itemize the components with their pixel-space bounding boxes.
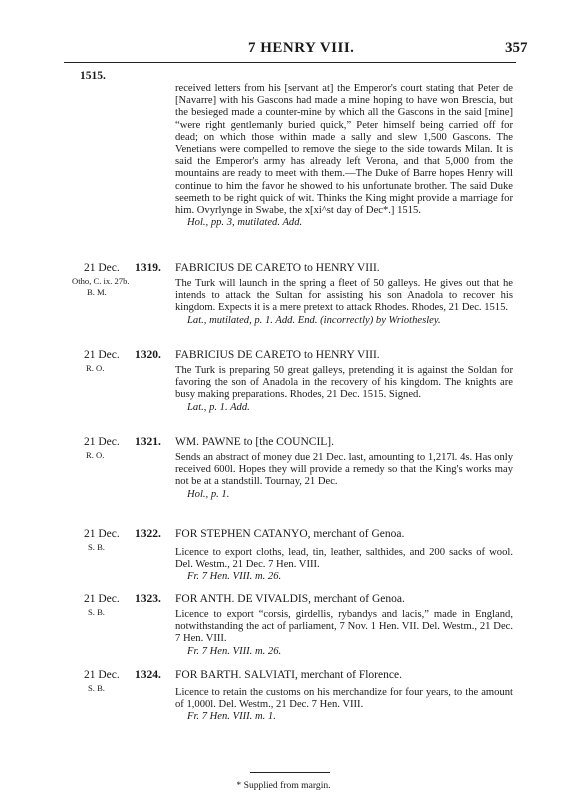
entry-text: The Turk is preparing 50 great galleys, pretending it is against the Soldan for favoring the son of Anadola in the recovery of his kingdom. The knights are busy making preparations. Rhodes, 21 Dec. 1515. Signed.: [175, 365, 513, 401]
footnote-rule: [250, 772, 330, 773]
entry-body: [175, 609, 513, 658]
year-label: 1515.: [80, 70, 106, 82]
running-title: 7 HENRY VIII.: [248, 40, 355, 56]
footnote: * Supplied from margin.: [236, 780, 331, 791]
entry-body: [175, 278, 513, 327]
entry-heading: FOR BARTH. SALVIATI, merchant of Florence.: [175, 669, 402, 681]
entry-citation: Hol., p. 1.: [187, 488, 230, 500]
entry-source: B. M.: [87, 287, 107, 297]
page-number: 357: [505, 40, 528, 56]
entry-source: S. B.: [88, 607, 105, 617]
entry-heading: FABRICIUS DE CARETO to HENRY VIII.: [175, 262, 380, 274]
entry-number: 1324.: [135, 669, 161, 681]
header-rule: [64, 62, 516, 63]
entry-citation: Fr. 7 Hen. VIII. m. 26.: [187, 645, 282, 657]
entry-text: Licence to export “corsis, girdellis, rybandys and lacis,” made in England, notwithstanding the act of parliament, 7 Nov. 1 Hen. VII. Del. Westm., 21 Dec. 7 Hen. VIII.: [175, 609, 513, 645]
running-header: [0, 40, 567, 62]
entry-citation: Fr. 7 Hen. VIII. m. 1.: [187, 711, 276, 723]
entry-source: R. O.: [86, 363, 105, 373]
entry-heading: FOR ANTH. DE VIVALDIS, merchant of Genoa.: [175, 593, 405, 605]
entry-source: Otho, C. ix. 27b.: [72, 276, 130, 286]
entry-number: 1322.: [135, 528, 161, 540]
entry-date: 21 Dec.: [84, 436, 120, 448]
entry-date: 21 Dec.: [84, 528, 120, 540]
entry-date: 21 Dec.: [84, 262, 120, 274]
entry-text: Licence to export cloths, lead, tin, leather, salthides, and 200 sacks of wool. Del. Westm., 21 Dec. 7 Hen. VIII.: [175, 547, 513, 571]
entry-date: 21 Dec.: [84, 593, 120, 605]
entry-source: S. B.: [88, 683, 105, 693]
continued-entry: [175, 83, 513, 229]
entry-citation: Hol., pp. 3, mutilated. Add.: [187, 217, 303, 229]
entry-text: received letters from his [servant at] the Emperor's court stating that Peter de [Navarre] with his Gascons had made a mine hoping to have won Brescia, but the besieged made a counter-mine by which all the Gascons in the said [mine] “were right gentlemanly buried quick,” Peter himself being carried off for dead; on which those within made a sally and slew 1,500 Gascons. The Venetians were compelled to remove the siege to the side towards Milan. It is said the Emperor's army has already left Verona, and that 5,000 from the mountains are ready to meet with them.—The Duke of Barre hopes Henry will continue to him the favor he showed to his unfortunate brother. The said Duke seemeth to be right quick of wit. Thinks the King might provide a marriage for him. Ovyrlynge in Swabe, the x[xi^st day of Dec*.] 1515.: [175, 83, 513, 217]
entry-citation: Lat., p. 1. Add.: [187, 401, 250, 413]
entry-text: The Turk will launch in the spring a fleet of 50 galleys. He gives out that he intends to attack the Sultan for assisting his son Anadola to recover his kingdom. Expects it is a mere pretext to attack Rhodes. Rhodes, 21 Dec. 1515.: [175, 278, 513, 314]
entry-number: 1321.: [135, 436, 161, 448]
entry-citation: Fr. 7 Hen. VIII. m. 26.: [187, 571, 282, 583]
entry-body: [175, 365, 513, 414]
entry-number: 1320.: [135, 349, 161, 361]
entry-body: [175, 452, 513, 501]
entry-heading: WM. PAWNE to [the COUNCIL].: [175, 436, 335, 448]
entry-heading: FOR STEPHEN CATANYO, merchant of Genoa.: [175, 528, 405, 540]
entry-source: S. B.: [88, 542, 105, 552]
entry-date: 21 Dec.: [84, 349, 120, 361]
entry-text: Sends an abstract of money due 21 Dec. last, amounting to 1,217l. 4s. Has only received 600l. Hopes they will provide a remedy so that the King's works may not be at a standstill. Tournay, 21 Dec.: [175, 452, 513, 488]
entry-date: 21 Dec.: [84, 669, 120, 681]
entry-source: R. O.: [86, 450, 105, 460]
entry-heading: FABRICIUS DE CARETO to HENRY VIII.: [175, 349, 380, 361]
entry-number: 1323.: [135, 593, 161, 605]
entry-text: Licence to retain the customs on his merchandize for four years, to the amount of 1,000l. Del. Westm., 21 Dec. 7 Hen. VIII.: [175, 687, 513, 711]
entry-number: 1319.: [135, 262, 161, 274]
entry-body: [175, 547, 513, 584]
entry-citation: Lat., mutilated, p. 1. Add. End. (incorrectly) by Wriothesley.: [187, 314, 441, 326]
entry-body: [175, 687, 513, 724]
